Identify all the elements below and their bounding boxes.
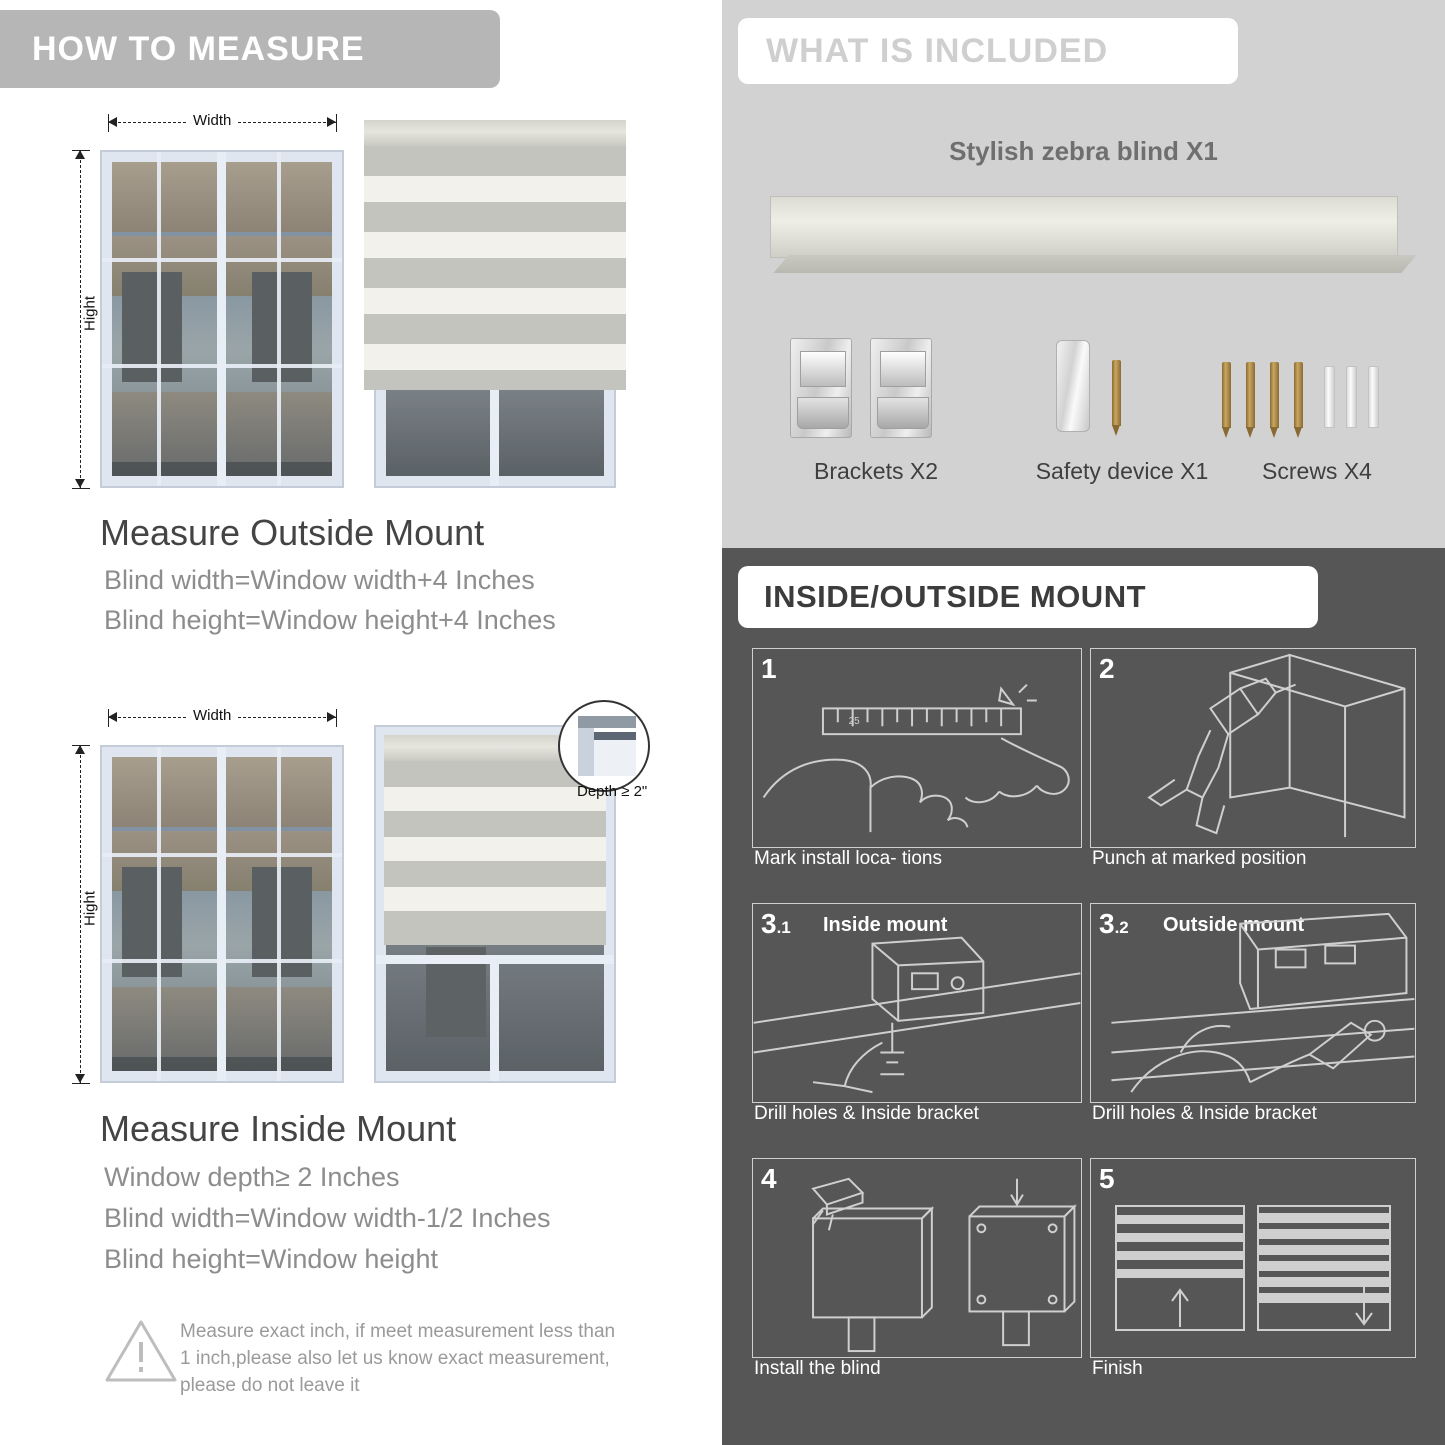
how-to-measure-title: HOW TO MEASURE <box>32 29 365 68</box>
blind-closed-preview <box>1257 1205 1391 1331</box>
step-2-caption: Punch at marked position <box>1092 848 1307 869</box>
depth-callout-icon <box>558 700 650 792</box>
step-3-1-box <box>752 903 1082 1103</box>
anchor-icon-3 <box>1368 366 1379 428</box>
measure-note: Measure exact inch, if meet measurement less than 1 inch,please also let us know exact measurement, please do not leave it <box>180 1321 616 1396</box>
step-2-box <box>1090 648 1416 848</box>
inside-bracket-icon <box>753 904 1081 1102</box>
step-4-caption: Install the blind <box>754 1358 881 1379</box>
bracket-icon-2 <box>870 338 932 438</box>
step-3-2-box <box>1090 903 1416 1103</box>
drill-icon <box>1091 649 1415 847</box>
screw-icon-3 <box>1270 362 1279 428</box>
window-inside-left <box>100 745 344 1083</box>
what-is-included-banner <box>738 18 1238 84</box>
inside-height-label: Hight <box>82 879 99 939</box>
inside-width-label: Width <box>188 707 236 724</box>
svg-text:25: 25 <box>848 716 860 728</box>
what-is-included-panel <box>722 0 1445 548</box>
step-3-1-subtitle: Inside mount <box>823 914 948 936</box>
inside-outside-mount-title: INSIDE/OUTSIDE MOUNT <box>764 579 1147 614</box>
how-to-measure-banner <box>0 10 500 88</box>
step-3-2-number: 3.2 <box>1099 908 1129 939</box>
step-3-2-subtitle: Outside mount <box>1163 914 1305 936</box>
anchor-icon-2 <box>1346 366 1357 428</box>
step-1-caption: Mark install loca- tions <box>754 848 942 869</box>
screws-label: Screws X4 <box>1262 458 1372 484</box>
anchor-icon-1 <box>1324 366 1335 428</box>
hand-ruler-icon <box>753 649 1081 847</box>
step-3-2-caption: Drill holes & Inside bracket <box>1092 1103 1317 1124</box>
step-5-number: 5 <box>1099 1163 1115 1194</box>
included-product-title: Stylish zebra blind X1 <box>949 136 1218 166</box>
screw-icon-4 <box>1294 362 1303 428</box>
safety-device-label: Safety device X1 <box>1035 458 1209 484</box>
inside-mount-line-3: Blind height=Window height <box>104 1244 438 1274</box>
outside-height-label: Hight <box>82 284 99 344</box>
step-5-caption: Finish <box>1092 1358 1143 1379</box>
outside-mount-illustration <box>0 100 712 500</box>
brackets-label: Brackets X2 <box>814 458 938 484</box>
step-4-number: 4 <box>761 1163 777 1194</box>
install-blind-icon <box>753 1159 1081 1357</box>
zebra-blind-headrail-icon <box>770 196 1398 258</box>
safety-device-icon <box>1056 340 1090 432</box>
safety-screw-icon <box>1112 360 1121 426</box>
how-to-measure-panel <box>0 0 712 1445</box>
outside-mount-line-1: Blind width=Window width+4 Inches <box>104 565 535 595</box>
step-2-number: 2 <box>1099 653 1115 684</box>
step-3-1-caption: Drill holes & Inside bracket <box>754 1103 979 1124</box>
window-outside-left <box>100 150 344 488</box>
warning-triangle-icon <box>105 1318 177 1384</box>
inside-mount-line-1: Window depth≥ 2 Inches <box>104 1162 400 1192</box>
inside-mount-heading: Measure Inside Mount <box>100 1108 457 1149</box>
outside-width-label: Width <box>188 112 236 129</box>
step-3-1-number: 3.1 <box>761 908 791 939</box>
screw-icon-2 <box>1246 362 1255 428</box>
bracket-icon-1 <box>790 338 852 438</box>
inside-mount-illustration <box>0 695 712 1095</box>
outside-mount-heading: Measure Outside Mount <box>100 512 485 553</box>
outside-mount-line-2: Blind height=Window height+4 Inches <box>104 605 556 635</box>
step-1-number: 1 <box>761 653 777 684</box>
zebra-blind-outside <box>364 120 626 390</box>
step-5-box <box>1090 1158 1416 1358</box>
inside-outside-mount-panel <box>722 548 1445 1445</box>
step-4-box <box>752 1158 1082 1358</box>
what-is-included-title: WHAT IS INCLUDED <box>766 31 1109 70</box>
outside-bracket-icon <box>1091 904 1415 1102</box>
screw-icon-1 <box>1222 362 1231 428</box>
inside-mount-line-2: Blind width=Window width-1/2 Inches <box>104 1203 551 1233</box>
step-1-box <box>752 648 1082 848</box>
blind-open-preview <box>1115 1205 1245 1331</box>
inside-outside-mount-banner <box>738 566 1318 628</box>
depth-label: Depth ≥ 2" <box>577 783 648 800</box>
